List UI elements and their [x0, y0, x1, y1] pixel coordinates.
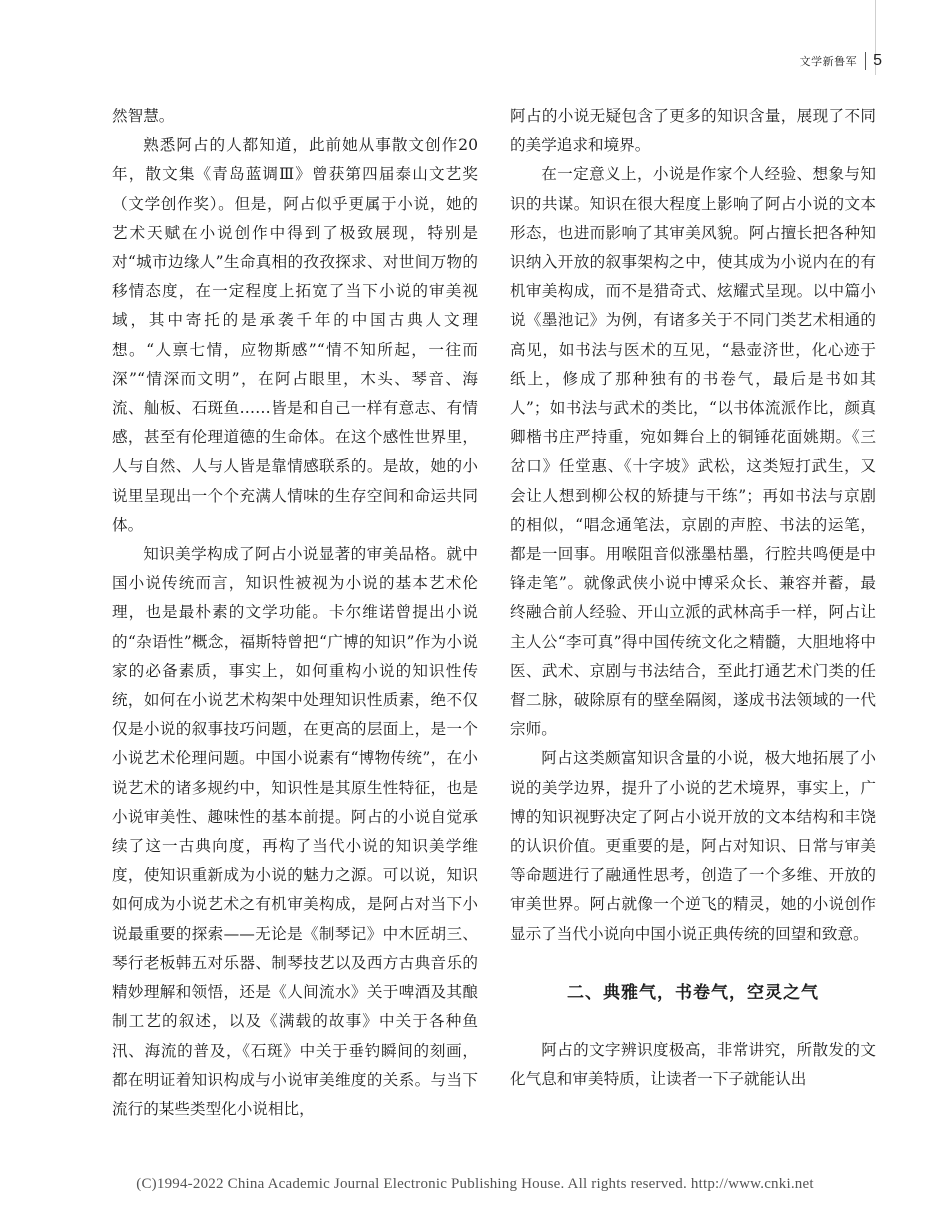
page-header: [800, 52, 882, 70]
copyright-footer: (C)1994-2022 China Academic Journal Electronic Publishing House. All rights reserved. http://www.cnki.net: [136, 1176, 814, 1192]
left-paragraph-1: 然智慧。: [112, 107, 175, 125]
section-heading: 二、典雅气，书卷气，空灵之气: [567, 982, 819, 1003]
right-column: [510, 102, 876, 1095]
left-column: [112, 102, 478, 1124]
right-paragraph-1: 阿占的小说无疑包含了更多的知识含量，展现了不同的美学追求和境界。: [510, 107, 876, 155]
right-paragraph-4: 阿占的文字辨识度极高，非常讲究，所散发的文化气息和审美特质，让读者一下子就能认出: [510, 1041, 876, 1089]
page-number: 5: [873, 52, 882, 69]
header-separator: [865, 52, 866, 70]
right-paragraph-2: 在一定意义上，小说是作家个人经验、想象与知识的共谋。知识在很大程度上影响了阿占小说的文本形态，也进而影响了其审美风貌。阿占擅长把各种知识纳入开放的叙事架构之中，使其成为小说内在的有机审美构成，而不是猎奇式、炫耀式呈现。以中篇小说《墨池记》为例，有诸多关于不同门类艺术相通的高见，如书法与医术的互见，“悬壶济世，化心迹于纸上，修成了那种独有的书卷气，最后是书如其人”；如书法与武术的类比，“以书体流派作比，颜真卿楷书庄严持重，宛如舞台上的铜锤花面姚期。《三岔口》任堂惠、《十字坡》武松，这类短打武生，又会让人想到柳公权的矫捷与干练”；再如书法与京剧的相似，“唱念通笔法，京剧的声腔、书法的运笔，都是一回事。用喉阻音似涨墨枯墨，行腔共鸣便是中锋走笔”。就像武侠小说中博采众长、兼容并蓄，最终融合前人经验、开山立派的武林高手一样，阿占让主人公“李可真”得中国传统文化之精髓，大胆地将中医、武术、京剧与书法结合，至此打通艺术门类的任督二脉，破除原有的壁垒隔阂，遂成书法领域的一代宗师。: [510, 165, 876, 739]
left-paragraph-2: 熟悉阿占的人都知道，此前她从事散文创作20年，散文集《青岛蓝调Ⅲ》曾获第四届泰山文艺奖（文学创作奖）。但是，阿占似乎更属于小说，她的艺术天赋在小说创作中得到了极致展现，特别是对“城市边缘人”生命真相的孜孜探求、对世间万物的移情态度，在一定程度上拓宽了当下小说的审美视域，其中寄托的是承袭千年的中国古典人文理想。“人禀七情，应物斯感”“情不知所起，一往而深”“情深而文明”，在阿占眼里，木头、琴音、海流、舢板、石斑鱼……皆是和自己一样有意志、有情感，甚至有伦理道德的生命体。在这个感性世界里，人与自然、人与人皆是靠情感联系的。是故，她的小说里呈现出一个个充满人情味的生存空间和命运共同体。: [112, 136, 478, 534]
left-paragraph-3: 知识美学构成了阿占小说显著的审美品格。就中国小说传统而言，知识性被视为小说的基本艺术伦理，也是最朴素的文学功能。卡尔维诺曾提出小说的“杂语性”概念，福斯特曾把“广博的知识”作为小说家的必备素质，事实上，如何重构小说的知识性传统，如何在小说艺术构架中处理知识性质素，绝不仅仅是小说的叙事技巧问题，在更高的层面上，是一个小说艺术伦理问题。中国小说素有“博物传统”，在小说艺术的诸多规约中，知识性是其原生性特征，也是小说审美性、趣味性的基本前提。阿占的小说自觉承续了这一古典向度，再构了当代小说的知识美学维度，使知识重新成为小说的魅力之源。可以说，知识如何成为小说艺术之有机审美构成，是阿占对当下小说最重要的探索——无论是《制琴记》中木匠胡三、琴行老板韩五对乐器、制琴技艺以及西方古典音乐的精妙理解和领悟，还是《人间流水》关于啤酒及其酿制工艺的叙述，以及《满载的故事》中关于各种鱼汛、海流的普及，《石斑》中关于垂钓瞬间的刻画，都在明证着知识构成与小说审美维度的关系。与当下流行的某些类型化小说相比，: [112, 545, 478, 1118]
journal-name: 文学新鲁军: [799, 55, 858, 68]
right-paragraph-3: 阿占这类颇富知识含量的小说，极大地拓展了小说的美学边界，提升了小说的艺术境界，事实上，广博的知识视野决定了阿占小说开放的文本结构和丰饶的认识价值。更重要的是，阿占对知识、日常与审美等命题进行了融通性思考，创造了一个多维、开放的审美世界。阿占就像一个逆飞的精灵，她的小说创作显示了当代小说向中国小说正典传统的回望和致意。: [510, 749, 876, 943]
